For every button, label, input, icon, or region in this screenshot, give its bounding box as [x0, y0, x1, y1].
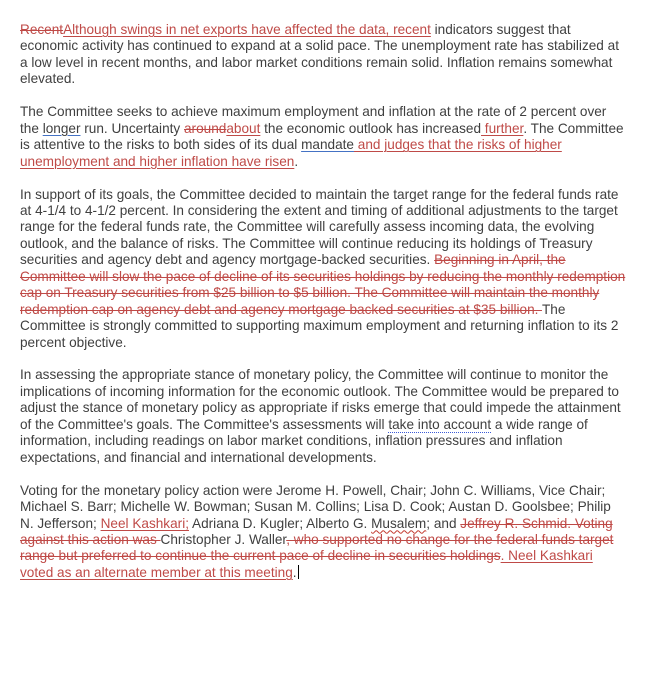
- text-run: the economic outlook has increased: [260, 120, 482, 136]
- text-run: indicators suggest that economic activity has continued to expand at a solid pace. The unemployment rate has stabilized at a low level in recent months, and labor market conditions remain solid. Inflation remains somewhat elevated.: [20, 22, 619, 87]
- text-run: Voting for the monetary policy action were Jerome H. Powell, Chair; John C. Williams, Vice Chair; Michael S. Barr; Michelle W. Bowman; Susan M. Collins; Lisa D. Cook; Austan D. Goolsbee; Philip N. Jefferson;: [20, 482, 611, 531]
- inserted-text-run: about: [226, 120, 261, 136]
- inserted-text-run: Although swings in net exports have affected the data, recent: [63, 22, 431, 37]
- text-run: In support of its goals, the Committee decided to maintain the target range for the federal funds rate at 4-1/4 to 4-1/2 percent. In considering the extent and timing of additional adjustments to the target range for the federal funds rate, the Committee will carefully assess incoming data, the evolving outlook, and the balance of risks. The Committee will continue reducing its holdings of Treasury securities and agency debt and agency mortgage-backed securities.: [20, 186, 619, 268]
- spellcheck-flagged-text-run: Musalem: [371, 515, 427, 531]
- deleted-text-run: Jeffrey R. Schmid. Voting against this action was: [20, 515, 613, 547]
- paragraph: [20, 367, 626, 466]
- text-run: .: [292, 564, 297, 580]
- paragraph: [20, 187, 626, 352]
- deleted-text-run: around: [184, 120, 227, 136]
- text-run: run. Uncertainty: [80, 120, 184, 136]
- inserted-text-run: . Neel Kashkari voted as an alternate member at this meeting: [20, 548, 593, 580]
- text-run: ; and: [426, 515, 461, 531]
- grammar-suggestion-text-run: take into account: [388, 416, 492, 432]
- text-run: . The Committee is attentive to the risks to both sides of its dual: [20, 120, 624, 153]
- inserted-text-run: further: [481, 120, 524, 136]
- text-cursor: [298, 565, 300, 579]
- format-changed-text-run: mandate: [301, 137, 354, 153]
- deleted-text-run: , who supported no change for the federal funds target range but preferred to continue the current pace of decline in securities holdings: [20, 531, 614, 564]
- text-run: In assessing the appropriate stance of monetary policy, the Committee will continue to monitor the implications of incoming information for the economic outlook. The Committee would be prepared to adjust the stance of monetary policy as appropriate if risks emerge that could impede the attainment of the Committee's goals. The Committee's assessments will: [20, 367, 621, 432]
- text-run: The Committee is strongly committed to supporting maximum employment and returning inflation to its 2 percent objective.: [20, 301, 619, 350]
- deleted-text-run: Beginning in April, the Committee will slow the pace of decline of its securities holdings by reducing the monthly redemption cap on Treasury securities from $25 billion to $5 billion. The Committee will maintain the monthly redemption cap on agency debt and agency mortgage backed securities at $35 billion.: [20, 252, 626, 317]
- deleted-text-run: Recent: [20, 22, 64, 37]
- inserted-text-run: and judges that the risks of higher unemployment and higher inflation have risen: [20, 137, 562, 169]
- text-run: .: [294, 153, 299, 169]
- document-paragraphs: [20, 22, 626, 581]
- paragraph: [20, 104, 626, 170]
- format-changed-text-run: longer: [42, 120, 81, 136]
- text-run: Adriana D. Kugler; Alberto G.: [189, 515, 372, 531]
- paragraph: [20, 22, 626, 88]
- paragraph: [20, 483, 626, 582]
- text-run: Christopher J. Waller: [160, 531, 287, 547]
- inserted-text-run: Neel Kashkari;: [100, 515, 189, 531]
- text-run: a wide range of information, including readings on labor market conditions, inflation pressures and inflation expectations, and financial and international developments.: [20, 416, 588, 465]
- text-run: The Committee seeks to achieve maximum employment and inflation at the rate of 2 percent over the: [20, 104, 607, 136]
